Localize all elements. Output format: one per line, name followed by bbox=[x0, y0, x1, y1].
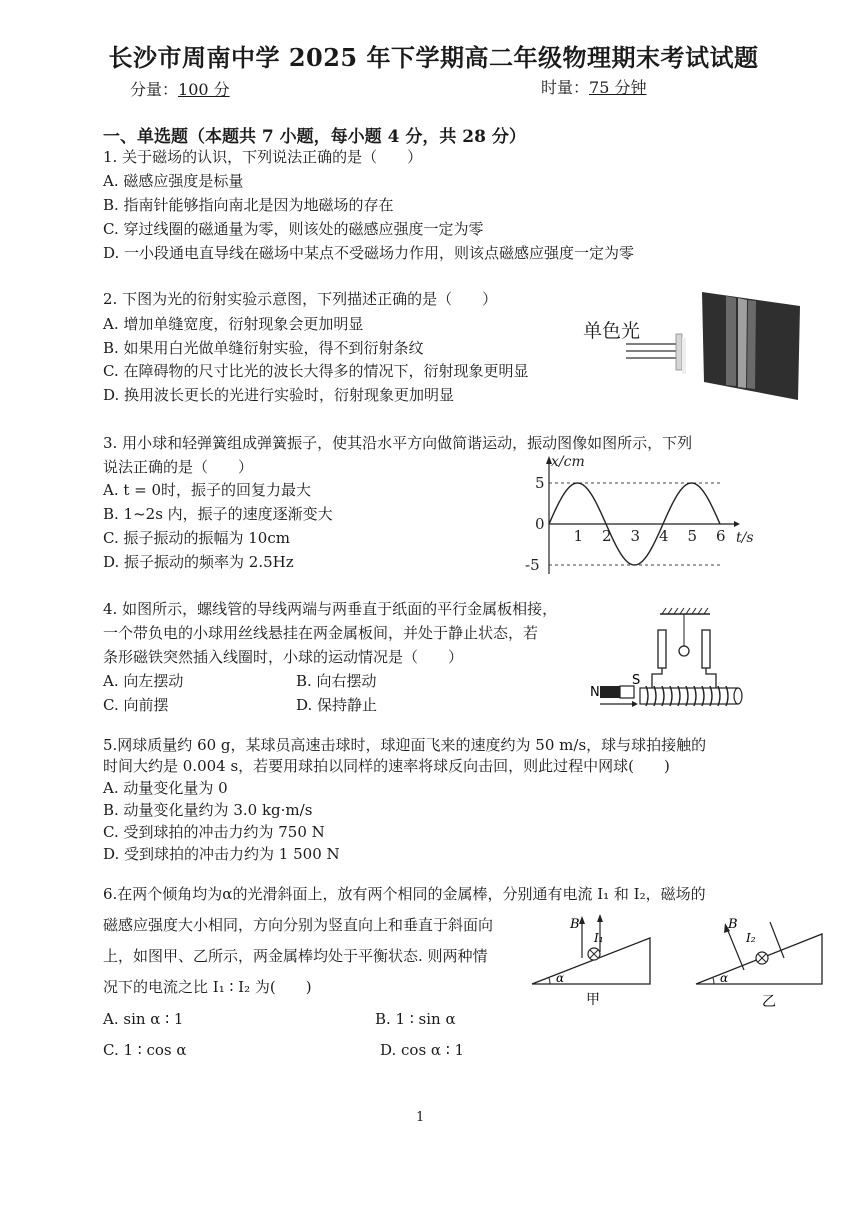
left-plate bbox=[658, 630, 666, 668]
q1-option-c: C. 穿过线圈的磁通量为零，则该处的磁感应强度一定为零 bbox=[103, 220, 484, 238]
q6-option-b: B. 1 ∶ sin α bbox=[375, 1010, 456, 1028]
q6-stem-line2: 磁感应强度大小相同，方向分别为竖直向上和垂直于斜面向 bbox=[103, 916, 494, 934]
q4-option-c: C. 向前摆 bbox=[103, 696, 169, 714]
time-line bbox=[541, 75, 646, 98]
x-axis-arrow bbox=[734, 521, 740, 527]
x-tick-label: 5 bbox=[687, 527, 698, 545]
light-rays bbox=[626, 344, 676, 358]
jia-i1-label: I₁ bbox=[594, 931, 604, 945]
q3-option-d: D. 振子振动的频率为 2.5Hz bbox=[103, 553, 294, 571]
diffraction-screen bbox=[702, 292, 800, 400]
yi-alpha-label: α bbox=[720, 971, 729, 985]
q2-option-d: D. 换用波长更长的光进行实验时，衍射现象更加明显 bbox=[103, 386, 455, 404]
q5-option-b: B. 动量变化量约为 3.0 kg·m/s bbox=[103, 801, 313, 819]
magnet-s-label: S bbox=[632, 673, 641, 688]
q2-stem: 2. 下图为光的衍射实验示意图，下列描述正确的是（ ） bbox=[103, 290, 498, 308]
q3-option-a: A. t = 0时，振子的回复力最大 bbox=[103, 481, 312, 499]
right-plate bbox=[702, 630, 710, 668]
jia-alpha-label: α bbox=[556, 971, 565, 985]
fig-jia-label: 甲 bbox=[586, 992, 600, 1008]
time-label: 时量： bbox=[541, 78, 590, 97]
time-value: 75 分钟 bbox=[589, 78, 647, 97]
q6-option-c: C. 1 ∶ cos α bbox=[103, 1041, 187, 1059]
slit-plate bbox=[676, 334, 682, 370]
score-value: 100 分 bbox=[178, 80, 230, 99]
q5-option-a: A. 动量变化量为 0 bbox=[103, 779, 228, 797]
score-label: 分量： bbox=[130, 80, 179, 99]
q4-option-d: D. 保持静止 bbox=[296, 696, 378, 714]
bar-magnet bbox=[600, 686, 638, 707]
yi-b-label: B bbox=[728, 917, 738, 932]
y-tick-label: -5 bbox=[525, 556, 540, 574]
q1-option-d: D. 一小段通电直导线在磁场中某点不受磁场力作用，则该点磁感应强度一定为零 bbox=[103, 244, 635, 262]
incline-figure-jia bbox=[532, 914, 650, 984]
x-tick-label: 2 bbox=[602, 527, 612, 545]
yi-i2-label: I₂ bbox=[746, 931, 756, 945]
y-axis-label: x/cm bbox=[551, 454, 585, 470]
q1-option-b: B. 指南针能够指向南北是因为地磁场的存在 bbox=[103, 196, 394, 214]
score-line bbox=[130, 77, 230, 100]
fig-yi-label: 乙 bbox=[762, 994, 776, 1010]
q2-option-c: C. 在障碍物的尺寸比光的波长大得多的情况下，衍射现象更明显 bbox=[103, 362, 529, 380]
q5-stem-line2: 时间大约是 0.004 s，若要用球拍以同样的速率将球反向击回，则此过程中网球( ) bbox=[103, 757, 670, 775]
incline-figures bbox=[528, 912, 828, 1014]
q6-stem-line3: 上，如图甲、乙所示，两金属棒均处于平衡状态. 则两种情 bbox=[103, 947, 488, 965]
magnet-n-label: N bbox=[590, 685, 600, 700]
section-heading: 一、单选题（本题共 7 小题，每小题 4 分，共 28 分） bbox=[103, 127, 526, 147]
q3-option-c: C. 振子振动的振幅为 10cm bbox=[103, 529, 290, 547]
page-title: 长沙市周南中学 2025 年下学期高二年级物理期末考试试题 bbox=[108, 43, 759, 72]
q6-option-a: A. sin α ∶ 1 bbox=[103, 1010, 184, 1028]
q2-option-b: B. 如果用白光做单缝衍射实验，得不到衍射条纹 bbox=[103, 339, 424, 357]
q2-figure-label: 单色光 bbox=[583, 320, 641, 342]
shm-chart bbox=[525, 450, 765, 580]
x-tick-label: 3 bbox=[630, 527, 641, 545]
diffraction-figure bbox=[620, 288, 802, 404]
q3-stem-line2: 说法正确的是（ ） bbox=[103, 458, 254, 476]
x-axis-label: t/s bbox=[736, 530, 754, 546]
q5-option-c: C. 受到球拍的冲击力约为 750 N bbox=[103, 823, 325, 841]
y-tick-label: 0 bbox=[535, 515, 545, 533]
q3-stem-line1: 3. 用小球和轻弹簧组成弹簧振子，使其沿水平方向做简谐运动，振动图像如图所示，下列 bbox=[103, 434, 693, 452]
ceiling bbox=[660, 608, 710, 614]
q4-stem-line3: 条形磁铁突然插入线圈时，小球的运动情况是（ ） bbox=[103, 648, 464, 666]
q1-stem: 1. 关于磁场的认识，下列说法正确的是（ ） bbox=[103, 148, 423, 166]
q4-option-a: A. 向左摆动 bbox=[103, 672, 184, 690]
solenoid-figure bbox=[588, 604, 750, 714]
q6-option-d: D. cos α ∶ 1 bbox=[380, 1041, 465, 1059]
q2-option-a: A. 增加单缝宽度，衍射现象会更加明显 bbox=[103, 315, 364, 333]
q5-option-d: D. 受到球拍的冲击力约为 1 500 N bbox=[103, 845, 340, 863]
q1-option-a: A. 磁感应强度是标量 bbox=[103, 172, 244, 190]
page-number: 1 bbox=[416, 1110, 425, 1125]
q4-stem-line1: 4. 如图所示，螺线管的导线两端与两垂直于纸面的平行金属板相接， bbox=[103, 600, 558, 618]
q4-stem-line2: 一个带负电的小球用丝线悬挂在两金属板间，并处于静止状态，若 bbox=[103, 624, 539, 642]
q4-option-b: B. 向右摆动 bbox=[296, 672, 377, 690]
q6-stem-line4: 况下的电流之比 I₁ ∶ I₂ 为( ) bbox=[103, 978, 312, 996]
x-tick-label: 1 bbox=[573, 527, 584, 545]
y-tick-label: 5 bbox=[535, 474, 545, 492]
q5-stem-line1: 5.网球质量约 60 g，某球员高速击球时，球迎面飞来的速度约为 50 m/s，球与球拍接触的 bbox=[103, 736, 707, 754]
q6-stem-line1: 6.在两个倾角均为α的光滑斜面上，放有两个相同的金属棒，分别通有电流 I₁ 和 I₂，磁场的 bbox=[103, 885, 706, 903]
jia-b-label: B bbox=[570, 917, 580, 932]
x-tick-label: 4 bbox=[659, 527, 669, 545]
charged-ball bbox=[679, 646, 689, 656]
incline-figure-yi bbox=[696, 922, 822, 984]
solenoid-coil bbox=[640, 686, 742, 706]
q3-option-b: B. 1~2s 内，振子的速度逐渐变大 bbox=[103, 505, 333, 523]
x-tick-label: 6 bbox=[716, 527, 726, 545]
